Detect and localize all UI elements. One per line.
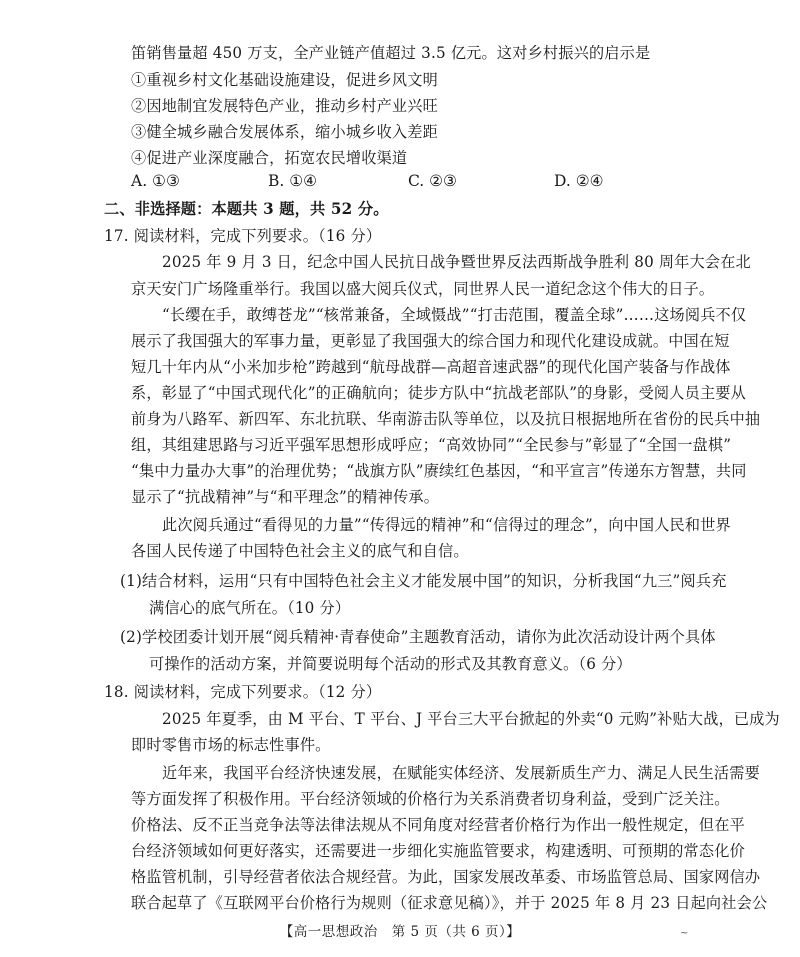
question-17-heading: 17. 阅读材料，完成下列要求。（16 分） [104,227,382,245]
section-heading: 二、非选择题：本题共 3 题，共 52 分。 [104,199,389,218]
text-line: “长缨在手，敢缚苍龙”“核常兼备，全域慑战”“打击范围，覆盖全球”……这场阅兵不仅 [162,306,747,324]
option-c: C. ②③ [408,172,457,190]
corner-mark: ~ [680,928,689,939]
text-line: 京天安门广场隆重举行。我国以盛大阅兵仪式，同世界人民一道纪念这个伟大的日子。 [131,280,715,298]
text-line: 笛销售量超 450 万支，全产业链产值超过 3.5 亿元。这对乡村振兴的启示是 [131,44,651,62]
text-line: 价格法、反不正当竞争法等法律法规从不同角度对经营者价格行为作出一般性规定，但在平 [131,816,745,834]
text-line: 2025 年 9 月 3 日，纪念中国人民抗日战争暨世界反法西斯战争胜利 80 周年大会在北 [162,253,751,271]
option-b: B. ①④ [268,172,318,190]
text-line: 近年来，我国平台经济快速发展，在赋能实体经济、发展新质生产力、满足人民生活需要 [162,764,760,782]
text-line: 等方面发挥了积极作用。平台经济领域的价格行为关系消费者切身利益，受到广泛关注。 [131,790,730,808]
statement-4: ④促进产业深度融合，拓宽农民增收渠道 [131,149,408,167]
sub-question-2-cont: 可操作的活动方案，并简要说明每个活动的形式及其教育意义。（6 分） [149,655,632,673]
text-line: 联合起草了《互联网平台价格行为规则（征求意见稿）》，并于 2025 年 8 月 23 日起向社会公 [131,894,768,912]
text-line: 系，彰显了“中国式现代化”的正确航向；徒步方队中“抗战老部队”的身影，受阅人员主要从 [131,384,747,402]
text-line: 台经济领域如何更好落实，还需要进一步细化实施监管要求，构建透明、可预期的常态化价 [131,842,745,860]
sub-question-2: (2)学校团委计划开展“阅兵精神·青春使命”主题教育活动，请你为此次活动设计两个具体 [120,628,716,646]
question-18-heading: 18. 阅读材料，完成下列要求。（12 分） [104,683,382,701]
option-d: D. ②④ [554,172,604,190]
text-line: 各国人民传递了中国特色社会主义的底气和自信。 [131,542,469,560]
text-line: 组，其组建思路与习近平强军思想形成呼应；“高效协同”“全民参与”彰显了“全国一盘棋” [131,436,732,454]
option-a: A. ①③ [131,172,180,190]
statement-2: ②因地制宜发展特色产业，推动乡村产业兴旺 [131,97,438,115]
text-line: 2025 年夏季，由 M 平台、T 平台、J 平台三大平台掀起的外卖“0 元购”补贴大战，已成为 [162,710,780,728]
answer-options [131,172,771,194]
text-line: 前身为八路军、新四军、东北抗联、华南游击队等单位，以及抗日根据地所在省份的民兵中抽 [131,410,761,428]
statement-3: ③健全城乡融合发展体系，缩小城乡收入差距 [131,123,438,141]
text-line: 格监管机制，引导经营者依法合规经营。为此，国家发展改革委、市场监管总局、国家网信办 [131,868,761,886]
text-line: 此次阅兵通过“看得见的力量”“传得远的精神”和“信得过的理念”，向中国人民和世界 [162,516,731,534]
text-line: 展示了我国强大的军事力量，更彰显了我国强大的综合国力和现代化建设成就。中国在短 [131,332,730,350]
text-line: 短几十年内从“小米加步枪”跨越到“航母战群—高超音速武器”的现代化国产装备与作战体 [131,358,731,376]
statement-1: ①重视乡村文化基础设施建设，促进乡风文明 [131,71,438,89]
text-line: 即时零售市场的标志性事件。 [131,736,331,754]
sub-question-1: (1)结合材料，运用“只有中国特色社会主义才能发展中国”的知识，分析我国“九三”阅兵充 [120,572,727,590]
text-line: “集中力量办大事”的治理优势；“战旗方队”赓续红色基因，“和平宣言”传递东方智慧，共同 [131,462,747,480]
sub-question-1-cont: 满信心的底气所在。（10 分） [149,599,351,617]
text-line: 显示了“抗战精神”与“和平理念”的精神传承。 [131,488,440,506]
page-footer: 【高一思想政治 第 5 页（共 6 页）】 [279,924,521,940]
